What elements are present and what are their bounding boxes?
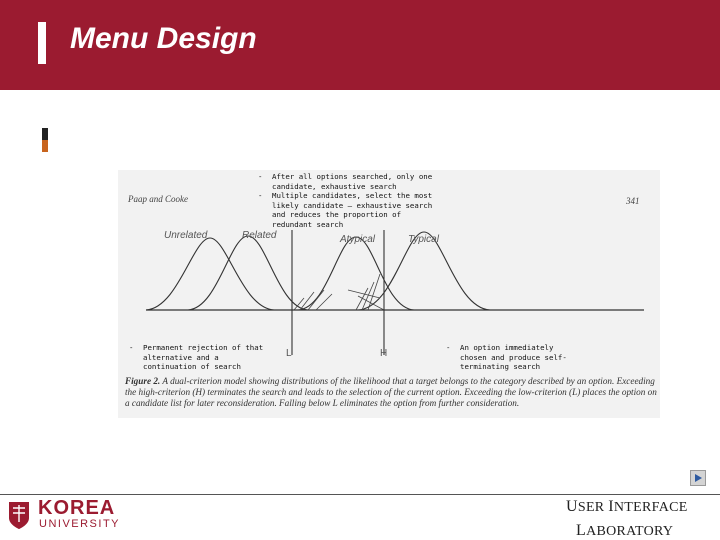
bullet-marker	[42, 128, 48, 152]
play-triangle-icon	[695, 474, 702, 482]
korea-university-seal-icon	[7, 500, 31, 530]
bullet: -	[258, 172, 263, 181]
label-typical: Typical	[408, 234, 439, 245]
slide-title: Menu Design	[70, 22, 257, 55]
curve-unrelated	[146, 238, 274, 310]
label-atypical: Atypical	[340, 234, 376, 245]
bullet: -	[258, 191, 263, 201]
hatching	[294, 274, 384, 310]
annotation-top-1: After all options searched, only one candidate, exhaustive search	[272, 172, 433, 191]
annotation-right-text: An option immediately chosen and produce self-terminating search	[460, 343, 567, 372]
bullet: -	[129, 343, 134, 352]
title-banner	[0, 0, 720, 90]
curve-related	[188, 236, 308, 310]
bullet: -	[446, 343, 451, 352]
annotation-left-text: Permanent rejection of that alternative and a continuation of search	[143, 343, 264, 372]
lab-name-line2	[576, 522, 673, 540]
annotation-left	[129, 343, 269, 372]
lab-initial-u: U	[566, 498, 578, 515]
label-related: Related	[242, 230, 277, 241]
next-slide-button[interactable]	[690, 470, 706, 486]
label-unrelated: Unrelated	[164, 230, 208, 241]
lab-word-aboratory: ABORATORY	[586, 524, 674, 539]
label-low-criterion: L	[286, 348, 292, 359]
title-accent-bar	[38, 22, 46, 64]
figure-page-number: 341	[626, 196, 640, 206]
caption-body: A dual-criterion model showing distributions of the likelihood that a target belongs to the category described by an option. Exceeding the high-criterion (H) terminates the search and leads to the selection of the current option. Exceeding the low-criterion (L) places the option on a candidate list for later reconsideration. Falling below L eliminates the option from further consideration.	[125, 376, 657, 408]
label-high-criterion: H	[380, 348, 388, 359]
curve-atypical	[298, 237, 414, 310]
caption-lead: Figure 2.	[125, 376, 161, 386]
lab-word-nterface: NTERFACE	[613, 500, 688, 515]
footer-divider	[0, 494, 720, 495]
figure-caption	[125, 376, 657, 409]
annotation-right	[446, 343, 584, 372]
university-name: KOREA	[38, 497, 116, 519]
university-subtitle: UNIVERSITY	[39, 518, 121, 530]
lab-initial-i: I	[608, 498, 614, 515]
annotation-top-2: Multiple candidates, select the most likely candidate – exhaustive search and reduces the proportion of redundant search	[272, 191, 433, 229]
lab-initial-l: L	[576, 522, 587, 539]
figure-authors: Paap and Cooke	[128, 194, 188, 204]
lab-word-ser: SER	[577, 500, 609, 515]
annotation-top	[258, 172, 442, 230]
lab-name-line1	[566, 498, 688, 516]
